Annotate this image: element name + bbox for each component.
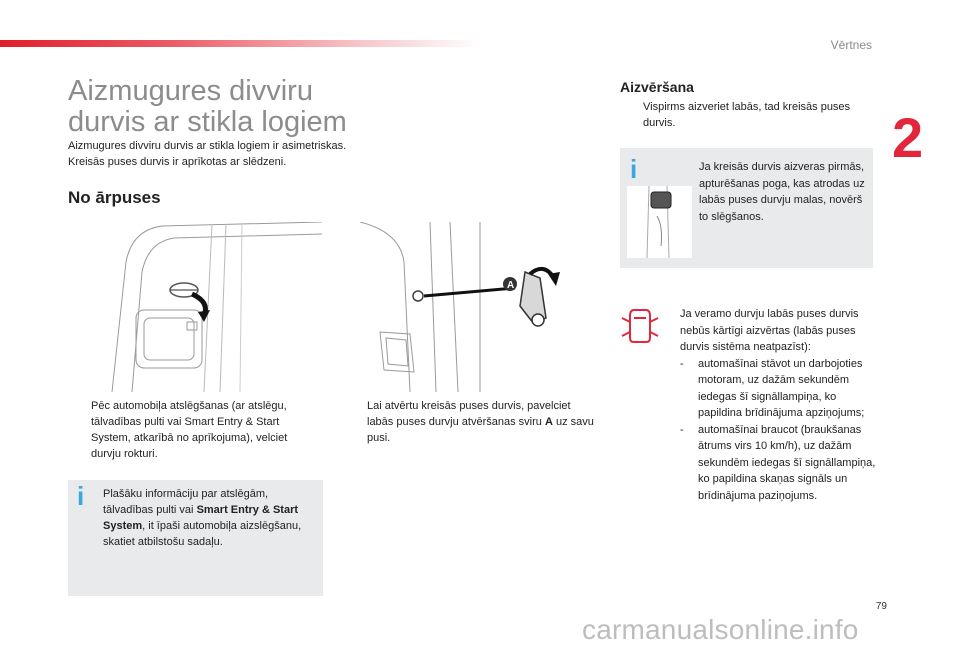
warning-text — [680, 306, 880, 504]
step-open-left-door — [344, 398, 594, 446]
info-stop-button-text: Ja kreisās durvis aizveras pirmās, apturēšanas poga, kas atrodas uz labās puses durvju malas, novērš to slēgšanos. — [699, 161, 865, 223]
info-icon: i — [630, 154, 638, 184]
info-keys-text: Plašāku informāciju par atslēgām, tālvadības pulti vai Smart Entry & Start System, it īpaši automobiļa aizslēgšanu, skatiet atbilstošu sadaļu. — [103, 488, 302, 548]
heading-outside: No ārpuses — [68, 188, 161, 207]
step-open-left-text: Lai atvērtu kreisās puses durvis, pavelciet labās puses durvju atvēršanas sviru A uz savu pusi. — [367, 400, 594, 444]
info-box-stop-button — [620, 148, 873, 268]
step-unlock-handle — [68, 398, 313, 462]
step-unlock-text: Pēc automobiļa atslēgšanas (ar atslēgu, tālvadības pulti vai Smart Entry & Start System, atkarībā no aprīkojuma), velciet durvju rokturi. — [91, 400, 288, 460]
chapter-number: 2 — [892, 106, 924, 169]
warning-item-text: automašīnai stāvot un darbojoties motoram, uz dažām sekundēm iedegas šī signāllampiņa, ko papildina brīdinājuma apziņojums; — [698, 357, 865, 419]
intro-line-2: Kreisās puses durvis ir aprīkotas ar slēdzeni. — [68, 156, 287, 168]
header-accent-bar — [0, 40, 480, 47]
door-handle-illustration — [92, 222, 322, 392]
info-box-keys — [68, 480, 323, 596]
stop-button-thumbnail — [627, 186, 692, 258]
warning-item — [680, 422, 880, 505]
warning-intro: Ja veramo durvju labās puses durvis nebūs kārtīgi aizvērtas (labās puses durvis sistēma neatpazīst): — [680, 308, 859, 353]
page-title-line-1: Aizmugures divviru — [68, 75, 313, 107]
page-title — [68, 76, 347, 138]
door-lever-illustration — [340, 222, 570, 392]
info-icon: i — [77, 481, 85, 511]
door-open-warning-icon — [620, 306, 660, 346]
section-name: Vērtnes — [830, 38, 872, 52]
warning-item — [680, 356, 880, 422]
heading-closing: Aizvēršana — [620, 79, 694, 95]
watermark: carmanualsonline.info — [582, 614, 859, 645]
intro-line-1: Aizmugures divviru durvis ar stikla logiem ir asimetriskas. — [68, 140, 347, 152]
dash-marker: - — [680, 423, 684, 436]
page-title-line-2: durvis ar stikla logiem — [68, 106, 347, 138]
page-number: 79 — [875, 601, 887, 612]
callout-a-label: A — [507, 280, 515, 291]
warning-item-text: automašīnai braucot (braukšanas ātrums virs 10 km/h), uz dažām sekundēm iedegas šī signāllampiņa, ko papildina skaņas signāls un brīdinājuma paziņojums. — [698, 423, 876, 502]
dash-marker: - — [680, 357, 684, 370]
step-close-text: Vispirms aizveriet labās, tad kreisās puses durvis. — [643, 101, 851, 129]
intro-text — [68, 138, 348, 170]
step-close-order — [620, 99, 880, 131]
